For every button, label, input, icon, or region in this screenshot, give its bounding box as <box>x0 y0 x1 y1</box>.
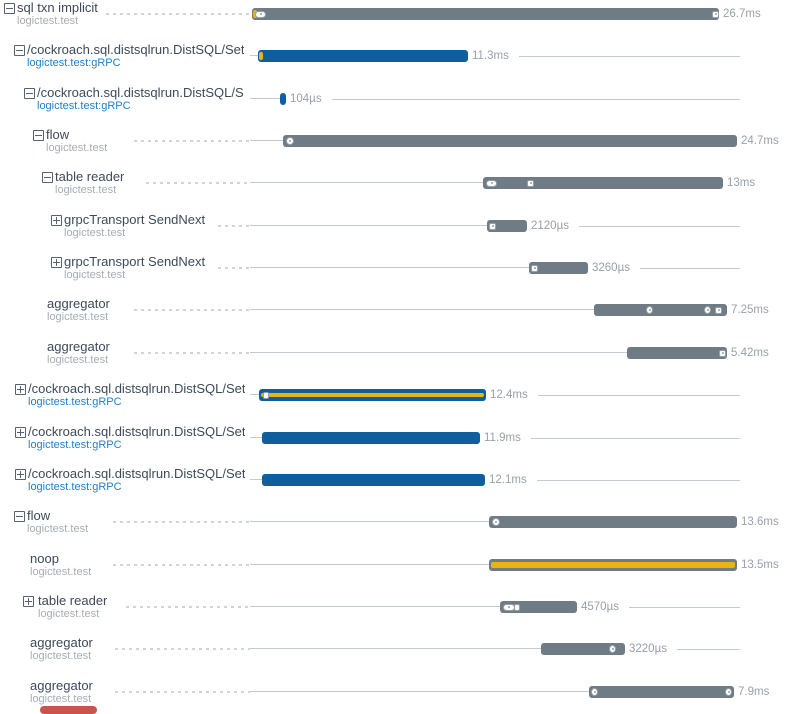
span-bar[interactable] <box>489 516 737 528</box>
event-marker-dot <box>612 648 614 650</box>
duration-area <box>731 347 769 359</box>
leader-dashes <box>146 182 250 184</box>
timeline-line <box>250 521 489 522</box>
timeline-line <box>250 352 627 353</box>
leader-dashes <box>218 267 250 269</box>
duration-area <box>629 643 740 655</box>
highlight-stripe <box>491 562 735 568</box>
span-sublabel: logictest.test <box>30 693 92 705</box>
duration-label: 3220µs <box>629 643 667 655</box>
timeline-line <box>250 225 487 226</box>
collapse-icon[interactable] <box>14 45 25 56</box>
span-row[interactable] <box>0 339 786 381</box>
duration-area <box>484 432 740 444</box>
timeline-line <box>250 437 262 438</box>
event-marker-dot <box>594 691 596 693</box>
span-label: aggregator <box>47 340 110 354</box>
duration-label: 2120µs <box>531 220 569 232</box>
icon-minus-line <box>6 8 13 9</box>
span-sublabel: logictest.test <box>30 566 92 578</box>
span-sublabel: logictest.test <box>55 184 117 196</box>
expand-icon[interactable] <box>51 215 62 226</box>
span-sublabel: logictest.test <box>38 608 100 620</box>
event-marker-dot <box>289 140 291 142</box>
timeline-line <box>250 606 500 607</box>
partial-span-bar[interactable] <box>40 706 97 714</box>
event-marker-dot <box>534 267 536 269</box>
duration-area <box>490 389 740 401</box>
event-marker[interactable] <box>514 604 520 611</box>
span-row[interactable] <box>0 42 786 84</box>
span-label: table reader <box>38 594 108 608</box>
timeline-line <box>250 691 589 692</box>
span-bar[interactable] <box>283 135 737 147</box>
event-marker-dot <box>722 352 724 354</box>
timeline-line <box>250 309 594 310</box>
leader-dashes <box>134 140 250 142</box>
timeline-line <box>332 99 740 100</box>
event-marker[interactable] <box>255 11 266 18</box>
duration-label: 12.4ms <box>490 389 528 401</box>
span-label: sql txn implicit <box>17 1 98 15</box>
event-marker[interactable] <box>263 392 269 399</box>
span-row[interactable] <box>0 254 786 296</box>
event-marker[interactable] <box>489 223 496 230</box>
event-marker[interactable] <box>591 688 598 696</box>
span-label: grpcTransport SendNext <box>64 255 206 269</box>
event-marker[interactable] <box>527 180 534 187</box>
icon-plus-line <box>20 429 21 436</box>
event-marker-dot <box>530 182 532 184</box>
event-marker-dot <box>728 691 730 693</box>
duration-label: 11.3ms <box>472 50 509 62</box>
event-marker[interactable] <box>704 306 711 314</box>
timeline-line <box>250 182 483 183</box>
duration-area <box>723 8 761 20</box>
event-marker[interactable] <box>646 306 653 314</box>
span-label: table reader <box>55 170 125 184</box>
duration-label: 5.42ms <box>731 347 769 359</box>
event-marker-dot <box>260 13 262 15</box>
span-label: noop <box>30 552 59 566</box>
icon-minus-line <box>44 177 51 178</box>
timeline-line <box>579 226 740 227</box>
event-marker[interactable] <box>609 645 616 653</box>
timeline-line <box>250 394 259 395</box>
icon-plus-line <box>28 598 29 605</box>
span-row[interactable] <box>0 127 786 169</box>
icon-plus-line <box>56 217 57 224</box>
leader-dashes <box>134 352 250 354</box>
collapse-icon[interactable] <box>42 172 53 183</box>
span-label: flow <box>46 128 70 142</box>
span-row[interactable] <box>0 169 786 211</box>
leader-dashes <box>218 225 250 227</box>
duration-label: 7.9ms <box>738 686 770 698</box>
timeline-line <box>640 268 740 269</box>
span-sublabel: logictest.test <box>47 311 109 323</box>
span-sublabel: logictest.test:gRPC <box>37 100 131 112</box>
duration-label: 13ms <box>727 177 756 189</box>
duration-area <box>592 262 740 274</box>
event-marker-dot <box>508 606 510 608</box>
expand-icon[interactable] <box>23 596 34 607</box>
collapse-icon[interactable] <box>24 88 35 99</box>
timeline-line <box>677 649 740 650</box>
event-marker[interactable] <box>719 350 726 357</box>
timeline-line <box>250 564 489 565</box>
span-label: /cockroach.sql.distsqlrun.DistSQL/Set <box>28 425 246 439</box>
span-row[interactable] <box>0 678 786 714</box>
duration-area <box>727 177 756 189</box>
span-label: /cockroach.sql.distsqlrun.DistSQL/S <box>37 86 244 100</box>
event-marker-dot <box>707 309 709 311</box>
leader-dashes <box>113 564 250 566</box>
duration-label: 24.7ms <box>741 135 779 147</box>
span-label: aggregator <box>30 636 93 650</box>
timeline-line <box>250 267 529 268</box>
span-sublabel: logictest.test:gRPC <box>28 439 122 451</box>
event-marker[interactable] <box>531 265 538 272</box>
expand-icon[interactable] <box>15 384 26 395</box>
event-marker-dot <box>492 225 494 227</box>
span-row[interactable] <box>0 381 786 423</box>
span-sublabel: logictest.test <box>47 354 109 366</box>
leader-dashes <box>113 521 250 523</box>
highlight-stripe <box>259 52 263 60</box>
span-bar[interactable] <box>258 50 468 62</box>
leader-dashes <box>115 648 250 650</box>
span-sublabel: logictest.test <box>64 227 126 239</box>
span-bar[interactable] <box>489 559 737 571</box>
collapse-icon[interactable] <box>33 130 44 141</box>
event-marker[interactable] <box>286 137 294 145</box>
leader-dashes <box>106 13 250 15</box>
timeline-line <box>538 395 740 396</box>
timeline-line <box>531 438 740 439</box>
span-sublabel: logictest.test <box>30 650 92 662</box>
span-row[interactable] <box>0 508 786 550</box>
duration-area <box>472 50 740 62</box>
event-marker[interactable] <box>492 518 500 526</box>
duration-label: 13.5ms <box>741 559 779 571</box>
duration-label: 104µs <box>290 93 322 105</box>
span-bar[interactable] <box>627 347 727 359</box>
duration-area <box>738 686 770 698</box>
span-bar[interactable] <box>262 474 485 486</box>
span-sublabel: logictest.test:gRPC <box>27 57 121 69</box>
icon-plus-line <box>20 386 21 393</box>
span-bar[interactable] <box>259 389 486 401</box>
span-row[interactable] <box>0 466 786 508</box>
duration-area <box>731 304 769 316</box>
span-label: grpcTransport SendNext <box>64 213 206 227</box>
duration-label: 4570µs <box>581 601 619 613</box>
collapse-icon[interactable] <box>4 3 15 14</box>
span-label: /cockroach.sql.distsqlrun.DistSQL/Set <box>28 382 246 396</box>
event-marker-dot <box>718 309 720 311</box>
collapse-icon[interactable] <box>14 511 25 522</box>
span-sublabel: logictest.test <box>46 142 108 154</box>
duration-label: 12.1ms <box>489 474 527 486</box>
timeline-line <box>250 648 541 649</box>
timeline-line <box>629 607 740 608</box>
span-sublabel: logictest.test <box>17 15 79 27</box>
span-bar[interactable] <box>483 177 723 189</box>
timeline-line <box>519 56 740 57</box>
span-bar[interactable] <box>252 8 719 20</box>
leader-dashes <box>134 309 250 311</box>
expand-icon[interactable] <box>15 469 26 480</box>
event-marker-dot <box>715 13 717 15</box>
span-row[interactable] <box>0 424 786 466</box>
event-marker-dot <box>495 521 497 523</box>
leader-dashes <box>126 606 250 608</box>
span-bar[interactable] <box>280 93 286 105</box>
event-marker-dot <box>491 182 493 184</box>
timeline-line <box>537 480 740 481</box>
span-sublabel: logictest.test:gRPC <box>28 396 122 408</box>
span-row[interactable] <box>0 296 786 338</box>
timeline-line <box>250 55 258 56</box>
icon-minus-line <box>35 135 42 136</box>
duration-label: 11.9ms <box>484 432 521 444</box>
duration-label: 26.7ms <box>723 8 761 20</box>
span-row[interactable] <box>0 0 786 42</box>
icon-plus-line <box>56 259 57 266</box>
duration-area <box>290 93 740 105</box>
duration-label: 7.25ms <box>731 304 769 316</box>
duration-area <box>531 220 740 232</box>
span-row[interactable] <box>0 593 786 635</box>
span-label: /cockroach.sql.distsqlrun.DistSQL/Set <box>27 43 245 57</box>
span-label: aggregator <box>30 679 93 693</box>
span-row[interactable] <box>0 635 786 677</box>
event-marker-dot <box>649 309 651 311</box>
timeline-line <box>250 98 280 99</box>
span-label: /cockroach.sql.distsqlrun.DistSQL/Set <box>28 467 246 481</box>
duration-area <box>489 474 740 486</box>
duration-label: 3260µs <box>592 262 630 274</box>
icon-minus-line <box>16 516 23 517</box>
duration-label: 13.6ms <box>741 516 779 528</box>
event-marker[interactable] <box>486 180 497 187</box>
span-sublabel: logictest.test:gRPC <box>28 481 122 493</box>
event-marker[interactable] <box>725 688 732 696</box>
expand-icon[interactable] <box>15 427 26 438</box>
span-row[interactable] <box>0 85 786 127</box>
timeline-line <box>250 479 262 480</box>
expand-icon[interactable] <box>51 257 62 268</box>
span-label: aggregator <box>47 297 110 311</box>
icon-minus-line <box>16 50 23 51</box>
icon-plus-line <box>20 471 21 478</box>
leader-dashes <box>115 691 250 693</box>
span-label: flow <box>27 509 51 523</box>
timeline-line <box>250 140 283 141</box>
span-row[interactable] <box>0 551 786 593</box>
span-sublabel: logictest.test <box>27 523 89 535</box>
span-sublabel: logictest.test <box>64 269 126 281</box>
event-marker[interactable] <box>715 307 722 314</box>
span-bar[interactable] <box>262 432 480 444</box>
icon-minus-line <box>26 93 33 94</box>
span-row[interactable] <box>0 212 786 254</box>
highlight-stripe <box>261 393 484 397</box>
event-marker[interactable] <box>712 11 719 18</box>
duration-area <box>581 601 740 613</box>
span-bar[interactable] <box>589 686 734 698</box>
